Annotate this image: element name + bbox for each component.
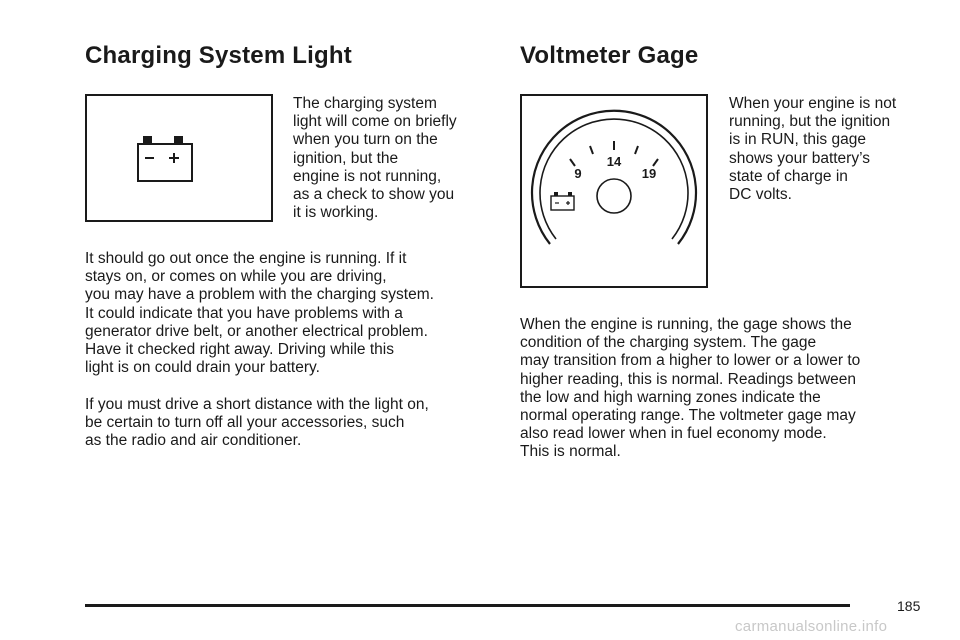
gauge-battery-icon [551, 192, 574, 210]
voltmeter-gage-figure [520, 94, 708, 288]
voltmeter-paragraph-1: When the engine is running, the gage shows the condition of the charging system. The gage may transition from a higher to lower or a lower to higher reading, this is normal. Readings between the low and high warning zones indicate the normal operating range. The voltmeter gage may also read lower when in fuel economy mode. This is normal. [520, 316, 861, 461]
battery-icon [87, 96, 271, 220]
charging-paragraph-1: It should go out once the engine is running. If it stays on, or comes on while you are driving, you may have a problem with the charging system. It could indicate that you have problems with a generator drive belt, or another electrical problem. Have it checked right away. Driving while this light is on could drain your battery. [85, 250, 434, 377]
charging-system-light-title: Charging System Light [85, 42, 352, 69]
charging-paragraph-2: If you must drive a short distance with the light on, be certain to turn off all your accessories, such as the radio and air conditioner. [85, 396, 429, 450]
gauge-label-9: 9 [574, 166, 582, 181]
gauge-label-19: 19 [641, 166, 657, 181]
charging-light-figure [85, 94, 273, 222]
gauge-label-14: 14 [606, 154, 622, 169]
voltmeter-gage-title: Voltmeter Gage [520, 42, 699, 69]
charging-intro-text: The charging system light will come on briefly when you turn on the ignition, but the engine is not running, as a check to show you it is working. [293, 95, 457, 222]
page-number: 185 [897, 598, 921, 614]
footer-rule [85, 604, 850, 607]
voltmeter-intro-text: When your engine is not running, but the ignition is in RUN, this gage shows your battery’s state of charge in DC volts. [729, 95, 897, 204]
voltmeter-gauge [522, 96, 706, 286]
watermark: carmanualsonline.info [735, 618, 888, 635]
